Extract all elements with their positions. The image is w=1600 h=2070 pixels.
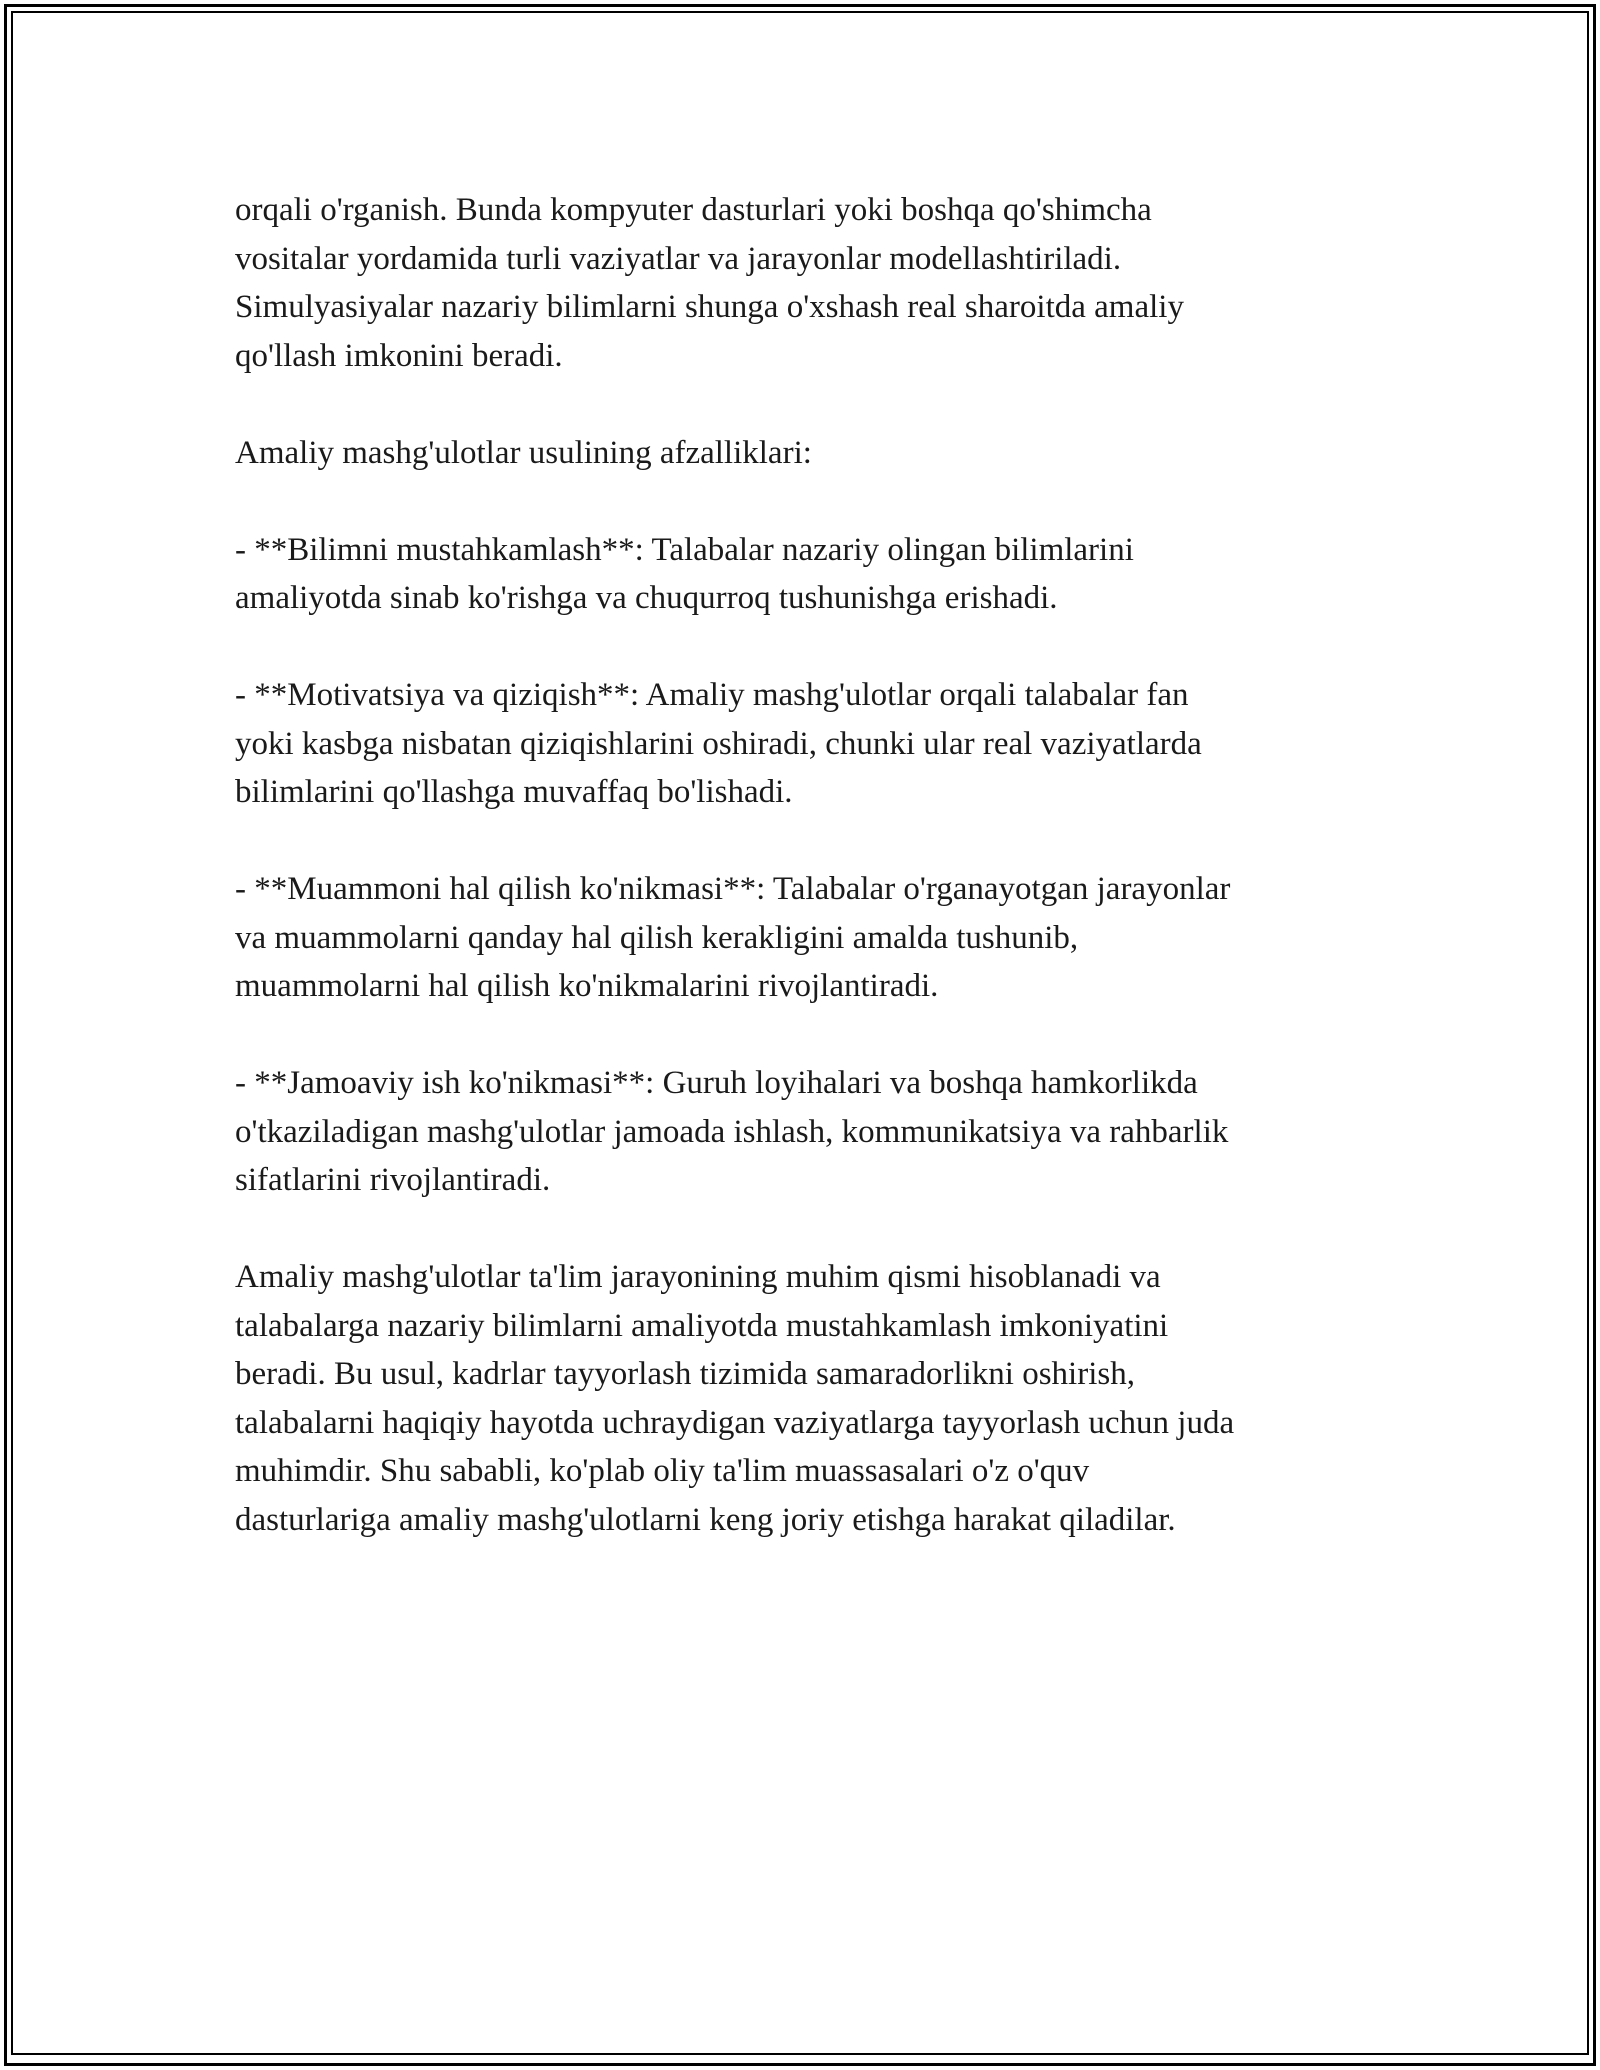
paragraph-conclusion: Amaliy mashg'ulotlar ta'lim jarayonining muhim qismi hisoblanadi va talabalarga nazariy bilimlarni amaliyotda mustahkamlash imkoniyatini beradi. Bu usul, kadrlar tayyorlash tizimida samaradorlikni oshirish, talabalarni haqiqiy hayotda uchraydigan vaziyatlarga tayyorlash uchun juda muhimdir. Shu sababli, ko'plab oliy ta'lim muassasalari o'z o'quv dasturlariga amaliy mashg'ulotlarni keng joriy etishga harakat qiladilar. <box>235 1259 1235 1538</box>
list-item-knowledge: - **Bilimni mustahkamlash**: Talabalar nazariy olingan bilimlarini amaliyotda sinab ko'rishga va chuqurroq tushunishga erishadi. <box>235 531 1134 616</box>
list-item-teamwork: - **Jamoaviy ish ko'nikmasi**: Guruh loyihalari va boshqa hamkorlikda o'tkaziladigan mashg'ulotlar jamoada ishlash, kommunikatsiya va rahbarlik sifatlarini rivojlantiradi. <box>235 1065 1229 1198</box>
document-body <box>235 186 1365 1544</box>
list-item-motivation: - **Motivatsiya va qiziqish**: Amaliy mashg'ulotlar orqali talabalar fan yoki kasbga nisbatan qiziqishlarini oshiradi, chunki ular real vaziyatlarda bilimlarini qo'llashga muvaffaq bo'lishadi. <box>235 677 1202 810</box>
list-item-problem-solving: - **Muammoni hal qilish ko'nikmasi**: Talabalar o'rganayotgan jarayonlar va muammolarni qanday hal qilish kerakligini amalda tushunib, muammolarni hal qilish ko'nikmalarini rivojlantiradi. <box>235 871 1231 1004</box>
paragraph-simulation-intro: orqali o'rganish. Bunda kompyuter dasturlari yoki boshqa qo'shimcha vositalar yordamida turli vaziyatlar va jarayonlar modellashtiriladi. Simulyasiyalar nazariy bilimlarni shunga o'xshash real sharoitda amaliy qo'llash imkonini beradi. <box>235 192 1184 374</box>
paragraph-advantages-heading: Amaliy mashg'ulotlar usulining afzalliklari: <box>235 434 812 471</box>
